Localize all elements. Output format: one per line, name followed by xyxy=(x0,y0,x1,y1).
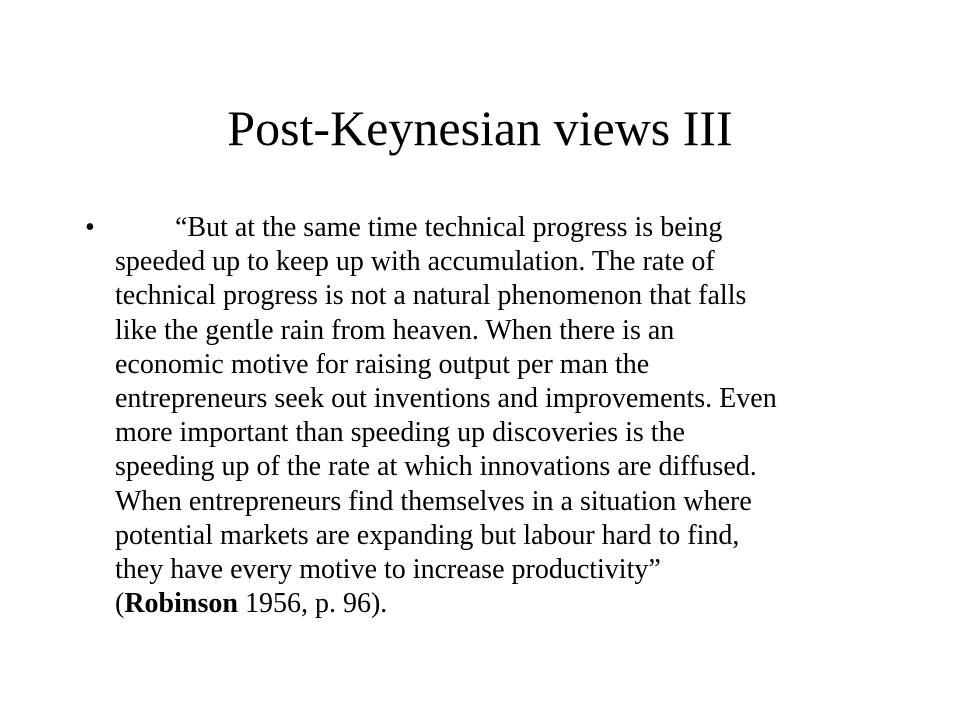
quote-line: more important than speeding up discoveries is the xyxy=(115,417,685,449)
quote-line: entrepreneurs seek out inventions and improvements. Even xyxy=(115,383,777,415)
slide-title: Post-Keynesian views III xyxy=(227,100,733,156)
quote-line: speeded up to keep up with accumulation. The rate of xyxy=(115,246,715,278)
quote-block xyxy=(115,211,905,621)
citation-open-paren: ( xyxy=(115,588,125,620)
quote-line: technical progress is not a natural phenomenon that falls xyxy=(115,280,747,312)
citation-year-page: 1956, p. 96). xyxy=(237,588,388,620)
quote-line: potential markets are expanding but labour hard to find, xyxy=(115,519,740,551)
citation-author: Robinson xyxy=(124,588,238,620)
quote-line: speeding up of the rate at which innovations are diffused. xyxy=(115,451,757,483)
quote-line: “But at the same time technical progress is being xyxy=(175,212,723,243)
citation-line xyxy=(115,587,905,621)
quote-line: like the gentle rain from heaven. When there is an xyxy=(115,314,675,346)
quote-line: When entrepreneurs find themselves in a situation where xyxy=(115,485,752,517)
quote-line: they have every motive to increase productivity” xyxy=(115,554,661,586)
bullet-marker: • xyxy=(85,212,95,243)
quote-line: economic motive for raising output per man the xyxy=(115,348,650,380)
